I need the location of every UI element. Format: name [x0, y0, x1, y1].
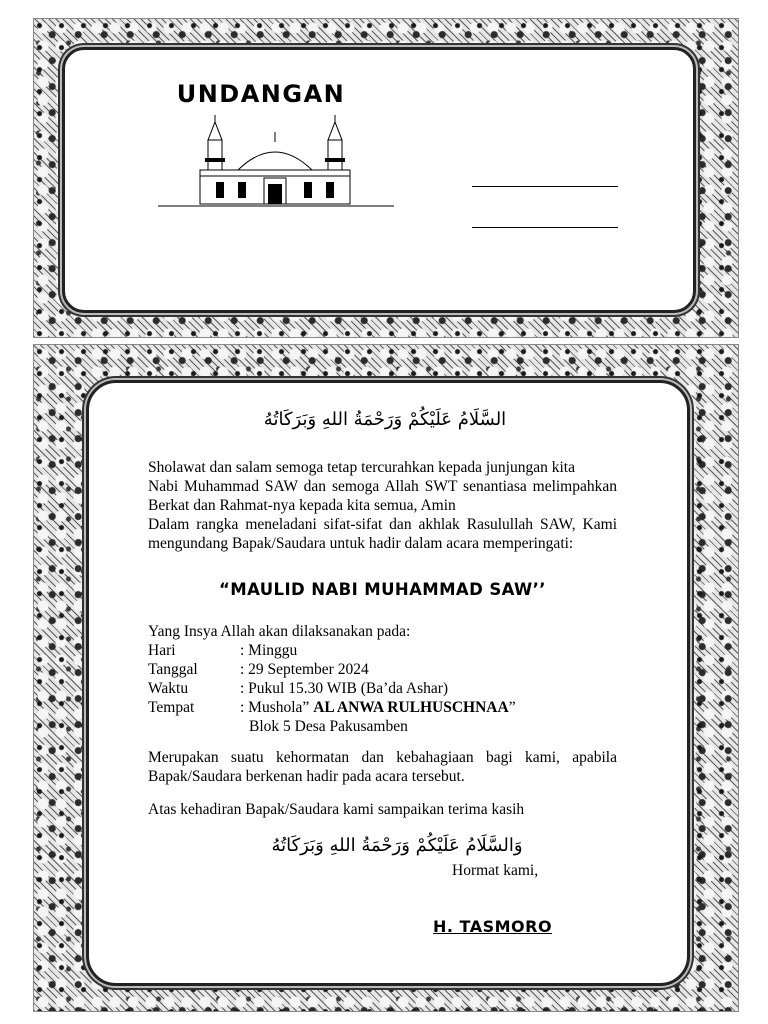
tempat-suffix: ” [508, 699, 516, 716]
tempat-name: AL ANWA RULHUSCHNAA [313, 699, 509, 716]
mosque-icon [158, 112, 394, 210]
detail-label: Waktu [148, 680, 189, 697]
event-title: “MAULID NABI MUHAMMAD SAW’’ [219, 580, 546, 599]
regards-text: Hormat kami, [452, 862, 539, 879]
tempat-prefix: : Mushola” [240, 699, 310, 716]
invitation-title: UNDANGAN [150, 75, 372, 113]
opening-line: Dalam rangka meneladani sifat-sifat dan akhlak Rasulullah SAW, Kami mengundang Bapak/Saudara untuk hadir dalam acara memperingati: [148, 516, 617, 552]
opening-paragraph [148, 458, 617, 553]
detail-value: : Pukul 15.30 WIB (Ba’da Ashar) [240, 680, 449, 697]
detail-row-tempat [148, 698, 617, 717]
detail-row-tempat-2 [148, 717, 617, 736]
detail-row-waktu [148, 679, 617, 698]
detail-value: : Minggu [240, 642, 298, 659]
detail-value: Blok 5 Desa Pakusamben [249, 718, 408, 735]
thanks-line: Atas kehadiran Bapak/Saudara kami sampaikan terima kasih [148, 801, 525, 818]
closing-paragraph: Merupakan suatu kehormatan dan kebahagiaan bagi kami, apabila Bapak/Saudara berkenan hadir pada acara tersebut. [148, 749, 617, 785]
detail-label: Tanggal [148, 661, 198, 678]
detail-label: Hari [148, 642, 176, 659]
opening-line: Nabi Muhammad SAW dan semoga Allah SWT senantiasa melimpahkan Berkat dan Rahmat-nya kepada kita semua, Amin [148, 478, 617, 514]
detail-label: Tempat [148, 699, 195, 716]
salam-closing: وَالسَّلَامُ عَلَيْكُمْ وَرَحْمَةُ اللهِ وَبَرَكَاتُهُ [271, 835, 523, 856]
detail-row-tanggal [148, 660, 617, 679]
salam-opening: السَّلَامُ عَلَيْكُمْ وَرَحْمَةُ اللهِ وَبَرَكَاتُهُ [263, 409, 507, 430]
recipient-line-1 [472, 186, 618, 187]
detail-value: : 29 September 2024 [240, 661, 369, 678]
detail-row-hari [148, 641, 617, 660]
opening-line: Sholawat dan salam semoga tetap tercurahkan kepada junjungan kita [148, 459, 575, 476]
detail-value [240, 698, 617, 717]
recipient-line-2 [472, 227, 618, 228]
details-intro: Yang Insya Allah akan dilaksanakan pada: [148, 623, 411, 640]
signature-name: H. TASMORO [433, 917, 553, 936]
event-details [148, 622, 617, 736]
